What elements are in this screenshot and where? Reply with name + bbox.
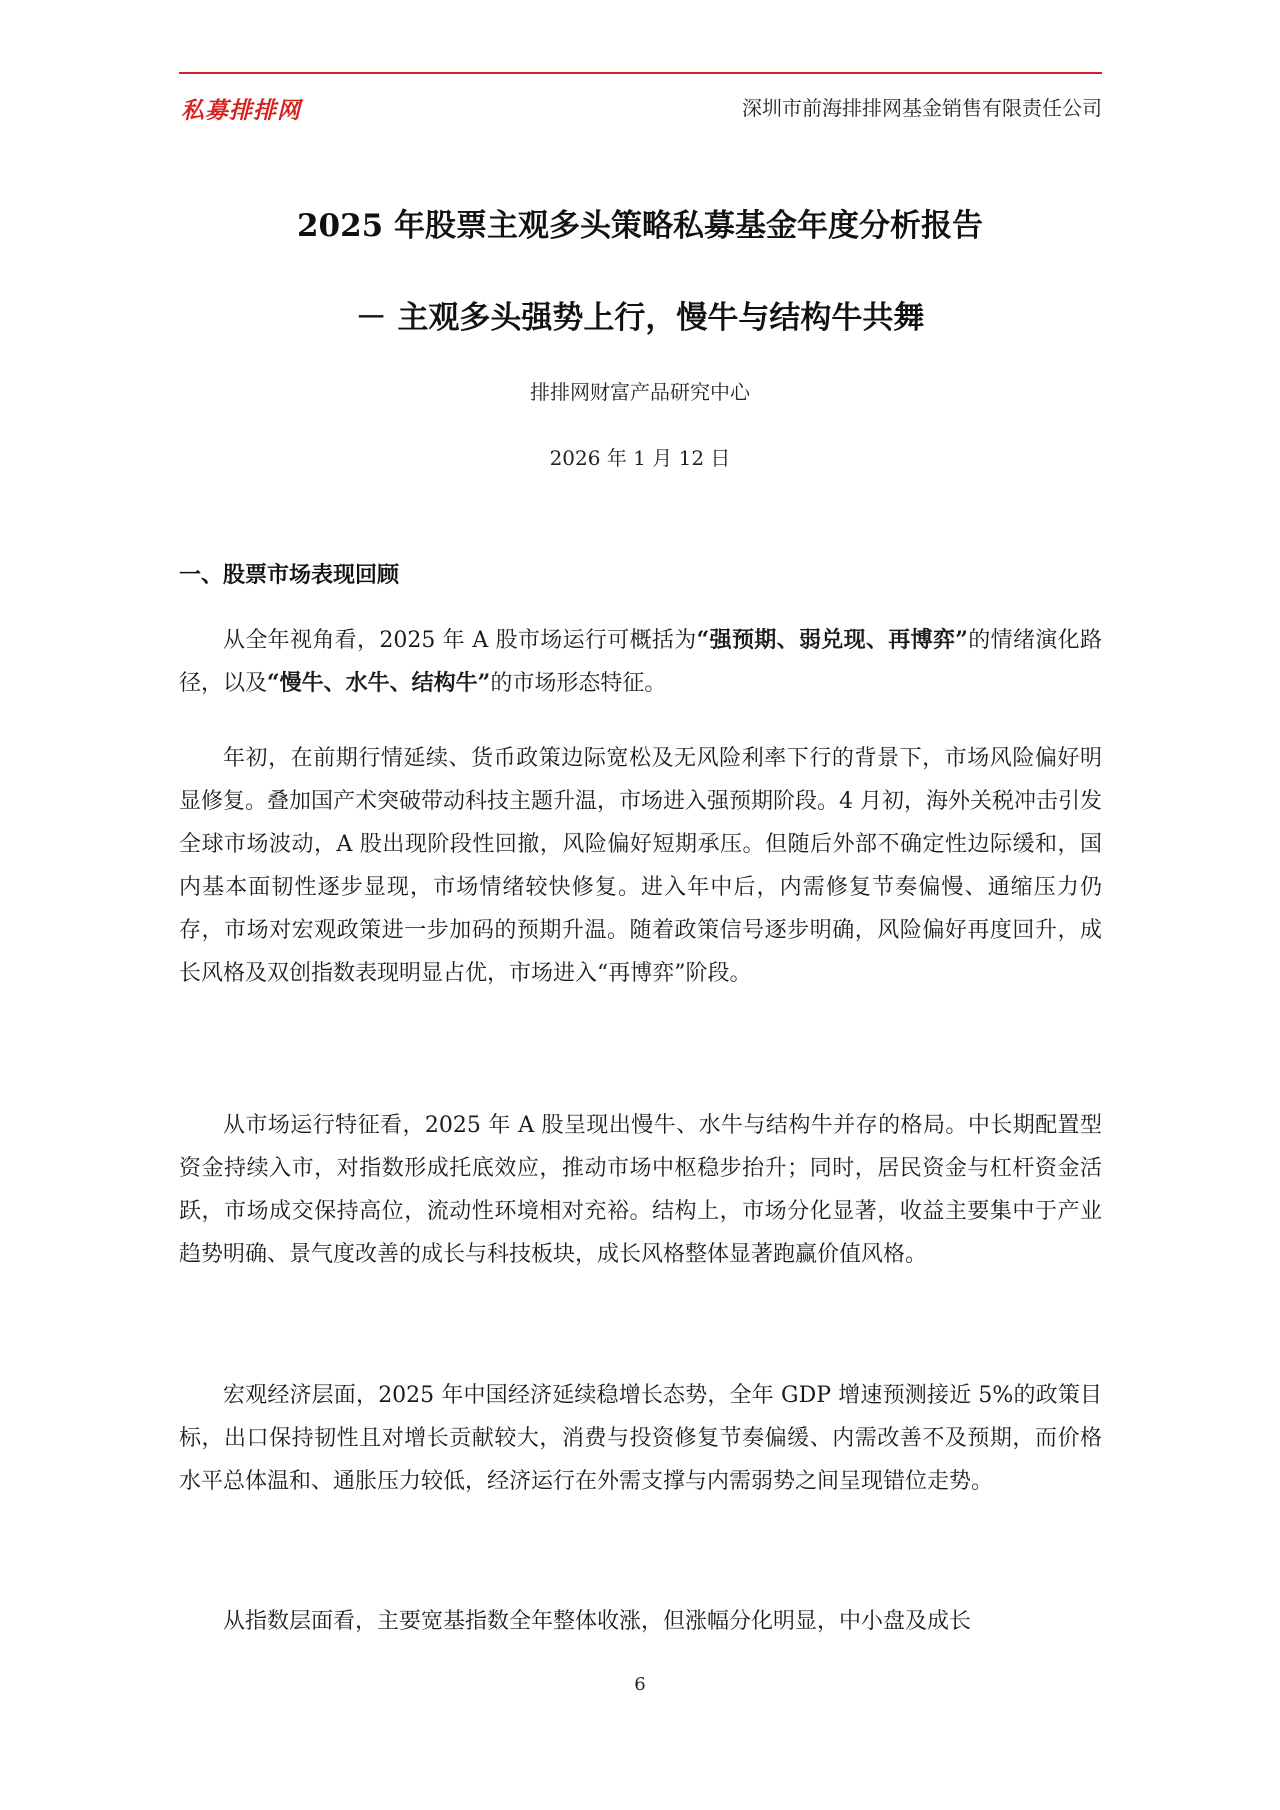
section-heading: 一、股票市场表现回顾 (179, 562, 400, 588)
brand-logo: 私募排排网 (181, 98, 301, 124)
p1-bold-1: “强预期、弱兑现、再博弈” (696, 627, 968, 653)
page-number: 6 (634, 1674, 646, 1695)
report-author: 排排网财富产品研究中心 (530, 380, 750, 404)
report-subtitle: － 主观多头强势上行，慢牛与结构牛共舞 (355, 300, 925, 336)
paragraph-1 (179, 619, 1102, 705)
company-name: 深圳市前海排排网基金销售有限责任公司 (742, 96, 1102, 120)
header-rule (179, 72, 1102, 74)
paragraph-2: 年初，在前期行情延续、货币政策边际宽松及无风险利率下行的背景下，市场风险偏好明显修复。叠加国产术突破带动科技主题升温，市场进入强预期阶段。4 月初，海外关税冲击引发全球市场波动，A 股出现阶段性回撤，风险偏好短期承压。但随后外部不确定性边际缓和，国内基本面韧性逐步显现，市场情绪较快修复。进入年中后，内需修复节奏偏慢、通缩压力仍存，市场对宏观政策进一步加码的预期升温。随着政策信号逐步明确，风险偏好再度回升，成长风格及双创指数表现明显占优，市场进入“再博弈”阶段。 (179, 746, 1102, 986)
p1-pre: 从全年视角看，2025 年 A 股市场运行可概括为 (223, 628, 697, 653)
paragraph-5: 从指数层面看，主要宽基指数全年整体收涨，但涨幅分化明显，中小盘及成长 (223, 1609, 972, 1634)
p1-bold-2: “慢牛、水牛、结构牛” (267, 670, 491, 696)
p1-mid: 的情绪演化路径，以及 (179, 628, 1102, 696)
paragraph-3: 从市场运行特征看，2025 年 A 股呈现出慢牛、水牛与结构牛并存的格局。中长期配置型资金持续入市，对指数形成托底效应，推动市场中枢稳步抬升；同时，居民资金与杠杆资金活跃，市场成交保持高位，流动性环境相对充裕。结构上，市场分化显著，收益主要集中于产业趋势明确、景气度改善的成长与科技板块，成长风格整体显著跑赢价值风格。 (179, 1113, 1102, 1267)
paragraph-4: 宏观经济层面，2025 年中国经济延续稳增长态势，全年 GDP 增速预测接近 5%的政策目标，出口保持韧性且对增长贡献较大，消费与投资修复节奏偏缓、内需改善不及预期，而价格水平总体温和、通胀压力较低，经济运行在外需支撑与内需弱势之间呈现错位走势。 (179, 1383, 1102, 1494)
report-title: 2025 年股票主观多头策略私募基金年度分析报告 (296, 208, 984, 244)
report-date: 2026 年 1 月 12 日 (549, 446, 731, 470)
p1-post: 的市场形态特征。 (490, 671, 667, 696)
